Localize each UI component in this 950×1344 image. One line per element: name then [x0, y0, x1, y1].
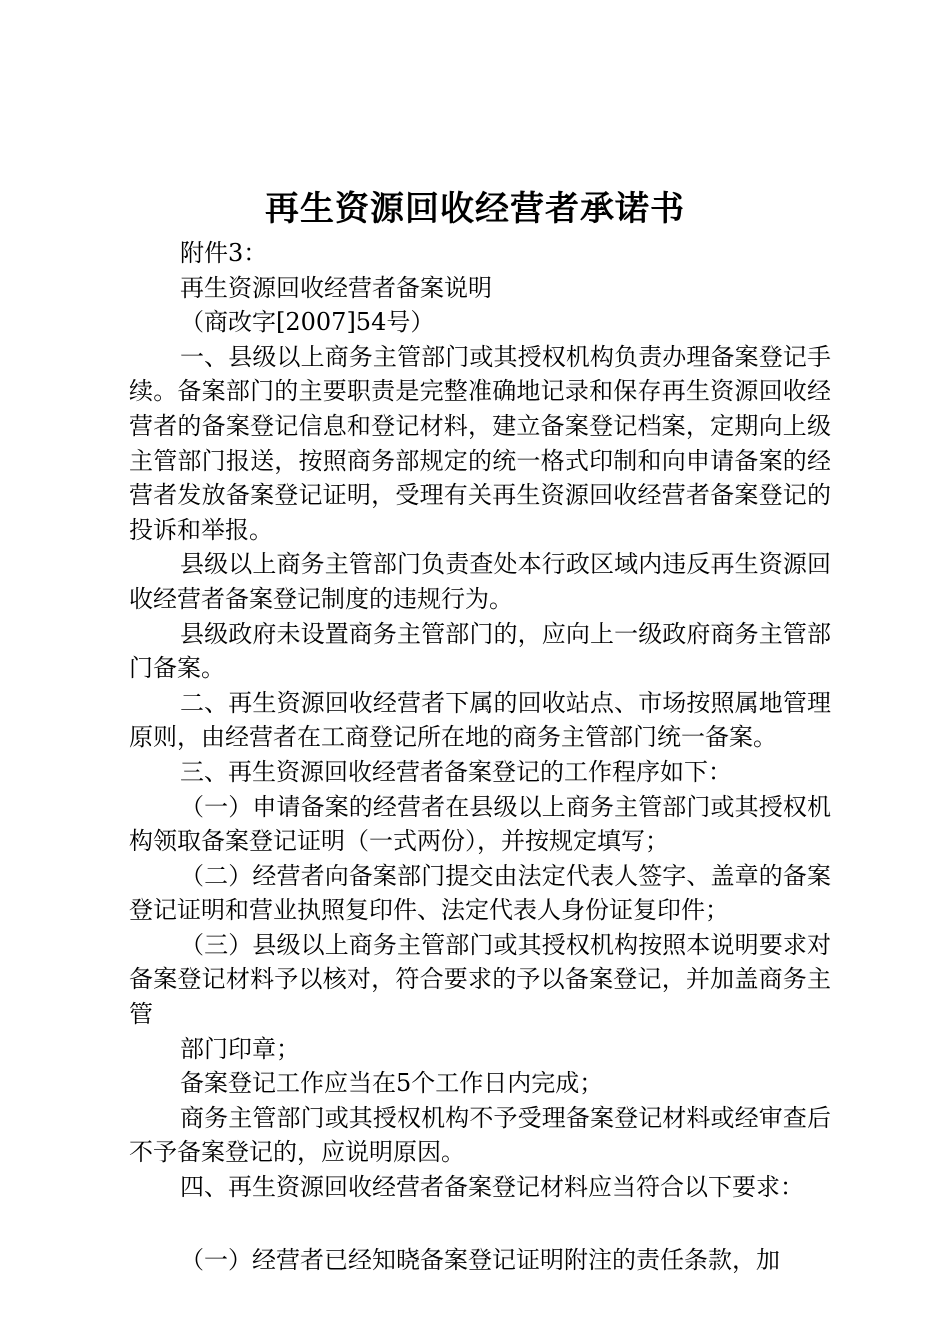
paragraph-9: 部门印章；	[180, 1034, 300, 1063]
document-reference: （商改字[2007]54号）	[180, 308, 435, 337]
paragraph-8: （三）县级以上商务主管部门或其授权机构按照本说明要求对备案登记材料予以核对，符合要求的予以备案登记，并加盖商务主管	[129, 930, 831, 1029]
paragraph-12: 四、再生资源回收经营者备案登记材料应当符合以下要求：	[180, 1173, 804, 1202]
paragraph-13: （一）经营者已经知晓备案登记证明附注的责任条款，加	[180, 1245, 780, 1274]
document-title: 再生资源回收经营者承诺书	[265, 189, 685, 229]
paragraph-6: （一）申请备案的经营者在县级以上商务主管部门或其授权机构领取备案登记证明（一式两份），并按规定填写；	[129, 792, 831, 856]
attachment-label: 附件3：	[180, 239, 268, 267]
paragraph-3: 县级政府未设置商务主管部门的，应向上一级政府商务主管部门备案。	[129, 619, 831, 683]
document-body	[129, 236, 831, 1277]
paragraph-1: 一、县级以上商务主管部门或其授权机构负责办理备案登记手续。备案部门的主要职责是完整准确地记录和保存再生资源回收经营者的备案登记信息和登记材料，建立备案登记档案，定期向上级主管部门报送，按照商务部规定的统一格式印制和向申请备案的经营者发放备案登记证明，受理有关再生资源回收经营者备案登记的投诉和举报。	[129, 342, 831, 544]
paragraph-5: 三、再生资源回收经营者备案登记的工作程序如下：	[180, 757, 732, 786]
paragraph-7: （二）经营者向备案部门提交由法定代表人签字、盖章的备案登记证明和营业执照复印件、法定代表人身份证复印件；	[129, 861, 831, 925]
paragraph-10: 备案登记工作应当在5个工作日内完成；	[180, 1069, 604, 1098]
paragraph-4: 二、再生资源回收经营者下属的回收站点、市场按照属地管理原则，由经营者在工商登记所在地的商务主管部门统一备案。	[129, 688, 831, 752]
section-heading: 再生资源回收经营者备案说明	[180, 273, 492, 302]
paragraph-11: 商务主管部门或其授权机构不予受理备案登记材料或经审查后不予备案登记的，应说明原因。	[129, 1103, 831, 1167]
paragraph-2: 县级以上商务主管部门负责查处本行政区域内违反再生资源回收经营者备案登记制度的违规行为。	[129, 550, 831, 613]
